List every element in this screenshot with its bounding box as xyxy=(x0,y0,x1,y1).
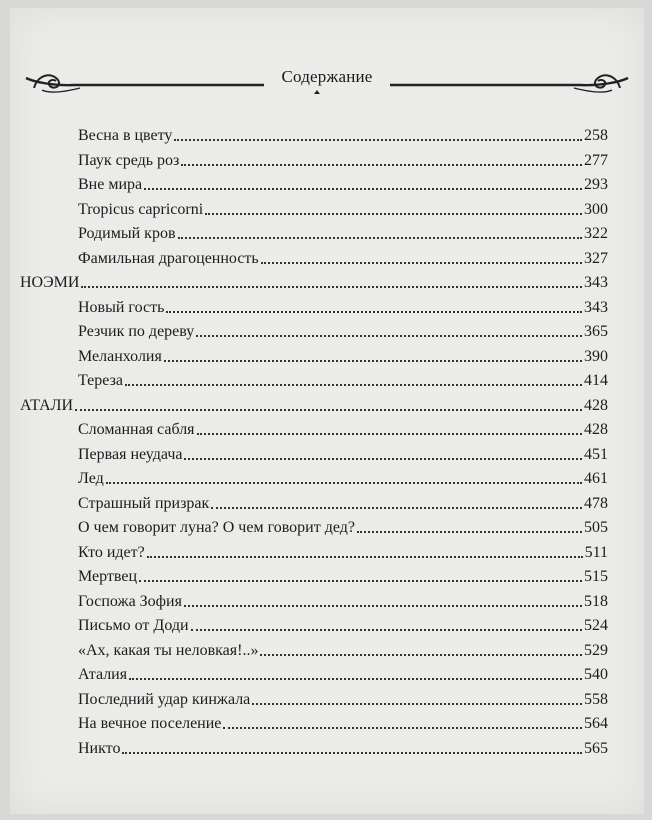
toc-entry-page-number: 343 xyxy=(584,274,608,291)
toc-entry xyxy=(78,542,608,564)
dot-leader xyxy=(174,139,582,141)
toc-entry-title: Госпожа Зофия xyxy=(78,592,182,610)
toc-entry-page-number: 524 xyxy=(584,617,608,634)
toc-entry-page-number: 511 xyxy=(584,543,608,561)
toc-entry-page-number: 518 xyxy=(584,592,608,610)
toc-entry-title: Первая неудача xyxy=(78,445,183,463)
toc-entry xyxy=(78,125,608,147)
toc-entry-page-number: 343 xyxy=(584,298,608,316)
dot-leader xyxy=(81,286,582,288)
dot-leader xyxy=(184,458,582,460)
dot-leader xyxy=(106,482,582,484)
toc-entry-page-number: 451 xyxy=(584,445,608,463)
toc-entry-page-number: 414 xyxy=(584,372,608,389)
toc-entry xyxy=(78,370,608,392)
toc-entry-title: О чем говорит луна? О чем говорит дед? xyxy=(78,519,356,536)
toc-entry-page-number: 428 xyxy=(584,421,608,438)
dot-leader xyxy=(261,262,582,264)
toc-entry xyxy=(78,150,608,172)
toc-entry-title: Последний удар кинжала xyxy=(78,690,251,708)
toc-entry xyxy=(78,346,608,368)
toc-part-heading xyxy=(20,395,608,417)
toc-entry xyxy=(78,738,608,760)
toc-entry xyxy=(78,444,608,466)
dot-leader xyxy=(178,237,582,239)
dot-leader xyxy=(147,556,583,558)
dot-leader xyxy=(211,507,582,509)
toc-entry xyxy=(78,297,608,319)
toc-entry-page-number: 322 xyxy=(584,225,608,242)
page-title-text: Содержание xyxy=(275,67,378,86)
toc-entry-page-number: 505 xyxy=(584,519,608,536)
toc-entry xyxy=(78,419,608,441)
toc-entry xyxy=(78,640,608,662)
toc-entry xyxy=(78,199,608,221)
toc-entry-page-number: 515 xyxy=(584,568,608,585)
dot-leader xyxy=(357,531,582,533)
toc-entry-title: Вне мира xyxy=(78,176,143,193)
toc-entry-title: Аталия xyxy=(78,666,128,683)
dot-leader xyxy=(252,703,582,705)
toc-entry-page-number: 327 xyxy=(584,249,608,267)
toc-entry-title: Весна в цвету xyxy=(78,127,173,144)
toc-entry-title: Паук средь роз xyxy=(78,151,180,169)
toc-entry-page-number: 540 xyxy=(584,666,608,683)
dot-leader xyxy=(184,605,582,607)
toc-entry-page-number: 365 xyxy=(584,323,608,340)
toc-entry-title: Страшный призрак xyxy=(78,494,210,512)
dot-leader xyxy=(205,213,582,215)
toc-entry-title: Родимый кров xyxy=(78,225,176,242)
dot-leader xyxy=(196,335,582,337)
toc-entry-title: Лед xyxy=(78,470,104,487)
toc-entry-title: Никто xyxy=(78,739,121,757)
toc-entry-page-number: 277 xyxy=(584,151,608,169)
dot-leader xyxy=(197,433,582,435)
dot-leader xyxy=(164,360,582,362)
toc-entry xyxy=(78,713,608,735)
dot-leader xyxy=(223,727,582,729)
toc-entry xyxy=(78,517,608,539)
toc-entry-title: Новый гость xyxy=(78,298,165,316)
toc-entry-page-number: 390 xyxy=(584,347,608,365)
toc-entry-page-number: 461 xyxy=(584,470,608,487)
toc-entry-page-number: 564 xyxy=(584,715,608,732)
dot-leader xyxy=(75,409,582,411)
toc-entry xyxy=(78,248,608,270)
toc-entry-title: НОЭМИ xyxy=(20,274,80,291)
page-title xyxy=(10,67,644,87)
header xyxy=(10,64,644,104)
toc-entry-page-number: 428 xyxy=(584,396,608,414)
dot-leader xyxy=(122,752,582,754)
toc-entry xyxy=(78,223,608,245)
toc-entry xyxy=(78,493,608,515)
toc-entry xyxy=(78,321,608,343)
toc-entry xyxy=(78,664,608,686)
toc-entry-title: Меланхолия xyxy=(78,347,162,365)
book-page xyxy=(10,8,644,814)
dot-leader xyxy=(139,580,582,582)
toc-entry xyxy=(78,468,608,490)
toc-entry-title: Кто идет? xyxy=(78,543,145,561)
toc-entry-title: Тереза xyxy=(78,372,123,389)
toc-entry xyxy=(78,689,608,711)
toc-entry-title: Фамильная драгоценность xyxy=(78,249,259,267)
dot-leader xyxy=(129,678,582,680)
dot-leader xyxy=(166,311,582,313)
toc-entry-page-number: 529 xyxy=(584,641,608,659)
toc-entry-page-number: 558 xyxy=(584,690,608,708)
toc-entry-title: Письмо от Доди xyxy=(78,617,189,634)
toc-entry-title: «Ах, какая ты неловкая!..» xyxy=(78,641,259,659)
toc-entry-title: Мертвец xyxy=(78,568,138,585)
dot-leader xyxy=(260,654,582,656)
toc-entry-page-number: 478 xyxy=(584,494,608,512)
dot-leader xyxy=(125,384,582,386)
toc-entry-page-number: 258 xyxy=(584,127,608,144)
toc-entry xyxy=(78,615,608,637)
toc-entry xyxy=(78,174,608,196)
toc-entry-page-number: 300 xyxy=(584,200,608,218)
dot-leader xyxy=(144,188,582,190)
dot-leader xyxy=(191,629,582,631)
toc-entry-title: Резчик по дереву xyxy=(78,323,195,340)
dot-leader xyxy=(181,164,582,166)
toc-entry-page-number: 293 xyxy=(584,176,608,193)
toc-entry-title: На вечное поселение xyxy=(78,715,222,732)
toc-entry-title: АТАЛИ xyxy=(20,396,74,414)
toc-entry-title: Сломанная сабля xyxy=(78,421,195,438)
toc-entry-title: Tropicus capricorni xyxy=(78,200,204,218)
toc-entry xyxy=(78,591,608,613)
toc-entry-page-number: 565 xyxy=(584,739,608,757)
toc-entry xyxy=(78,566,608,588)
toc-part-heading xyxy=(20,272,608,294)
